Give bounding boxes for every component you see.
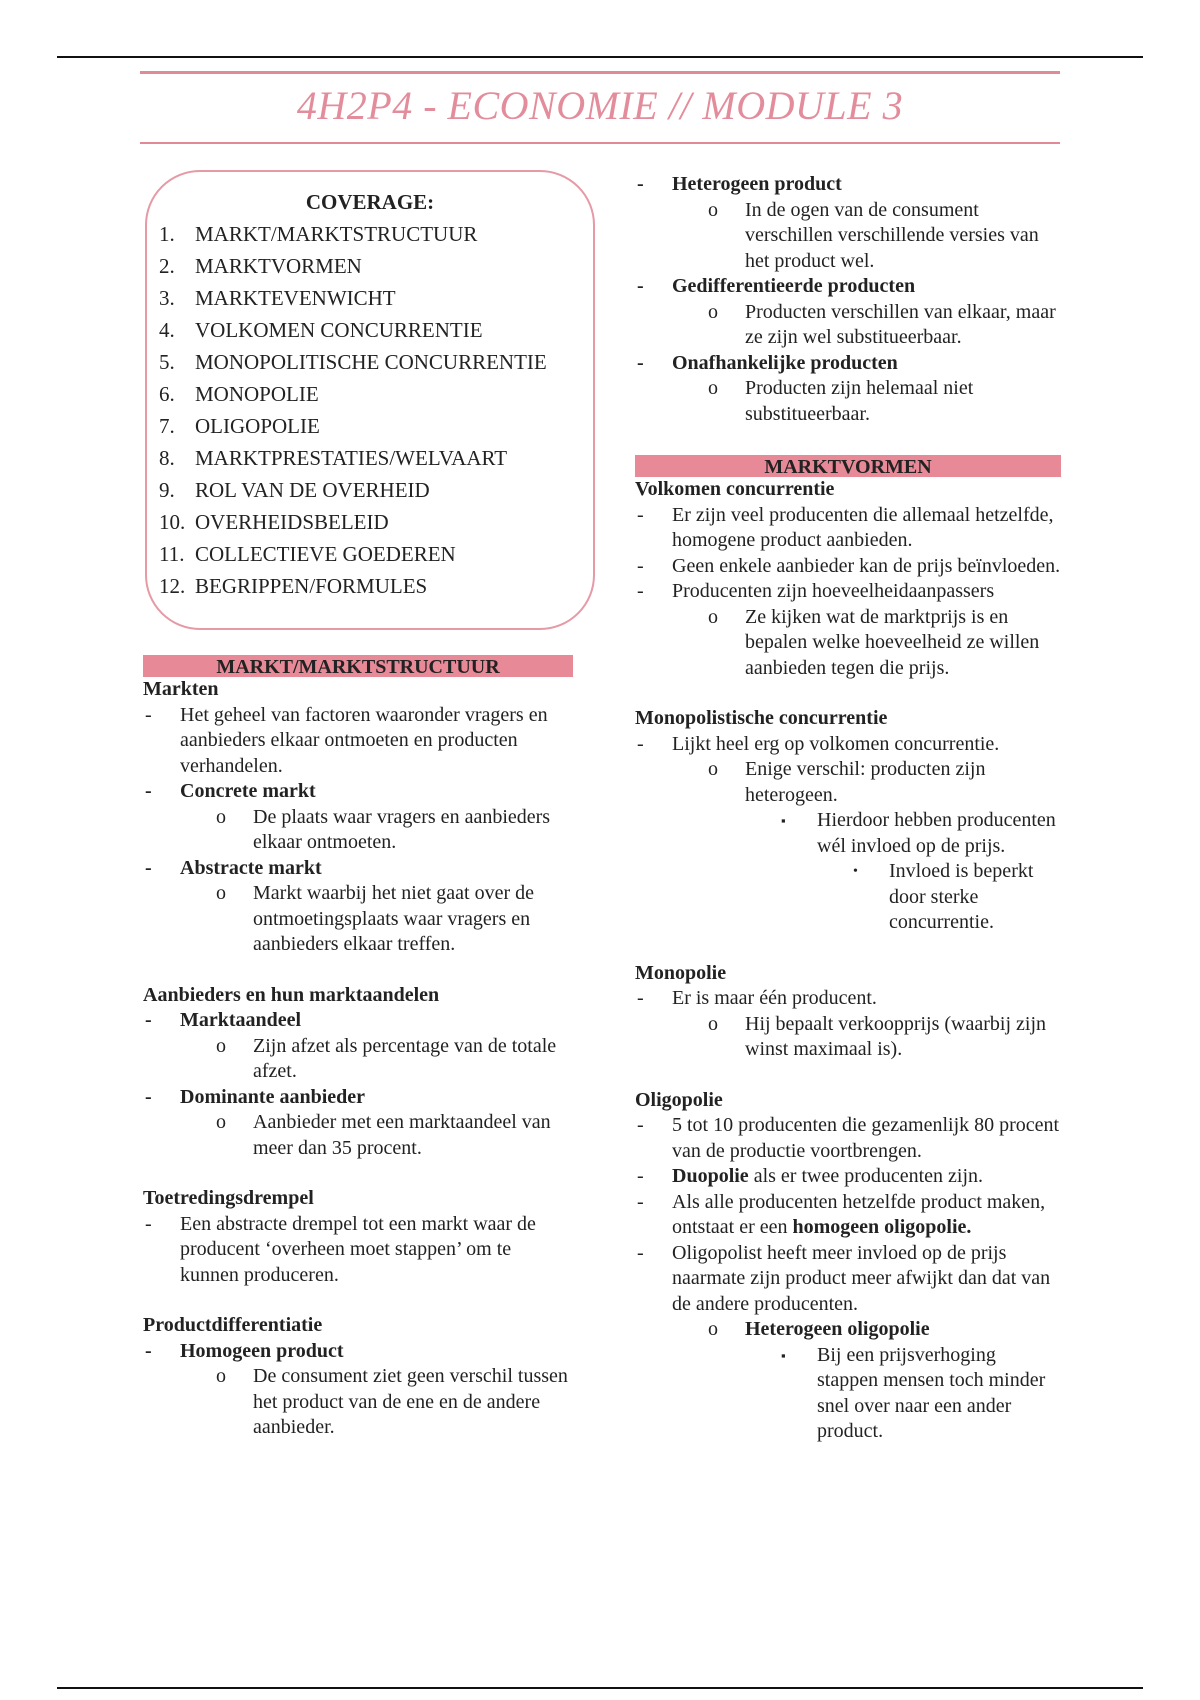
list-item: - Dominante aanbieder <box>145 1085 365 1108</box>
coverage-item: 2. MARKTVORMEN <box>159 254 362 278</box>
heading-markten: Markten <box>143 678 219 700</box>
list-item: o Heterogeen oligopolie <box>708 1318 930 1340</box>
bottom-rule <box>57 1687 1143 1689</box>
list-item: - Oligopolist heeft meer invloed op de prijs naarmate zijn product meer afwijkt dan dat van de andere producenten. <box>637 1241 1051 1315</box>
title-bottom-rule <box>140 142 1060 144</box>
coverage-item: 1. MARKT/MARKTSTRUCTUUR <box>159 222 478 246</box>
coverage-item: 5. MONOPOLITISCHE CONCURRENTIE <box>159 350 547 374</box>
list-item: - Abstracte markt <box>145 856 322 879</box>
coverage-item: 3. MARKTEVENWICHT <box>159 286 396 310</box>
heading-oligopolie: Oligopolie <box>635 1088 723 1111</box>
list-item: ▪ Hierdoor hebben producenten wél invloed op de prijs. <box>781 809 1056 857</box>
list-item: • Invloed is beperkt door sterke concurrentie. <box>853 860 1034 933</box>
coverage-item: 10. OVERHEIDSBELEID <box>159 510 389 534</box>
list-item: - Duopolie als er twee producenten zijn. <box>637 1165 984 1187</box>
section-band-markt: MARKT/MARKTSTRUCTUUR <box>143 655 573 677</box>
list-item: o Markt waarbij het niet gaat over de ontmoetingsplaats waar vragers en aanbieders elkaar treffen. <box>216 882 534 955</box>
coverage-title: COVERAGE: <box>305 190 435 214</box>
list-item: - Heterogeen product <box>637 173 842 195</box>
list-item: o Enige verschil: producten zijn heterogeen. <box>708 758 986 806</box>
heading-aanbieders: Aanbieders en hun marktaandelen <box>143 983 440 1006</box>
list-item: o Aanbieder met een marktaandeel van meer dan 35 procent. <box>216 1111 551 1159</box>
list-item: - Er zijn veel producenten die allemaal hetzelfde, homogene product aanbieden. <box>637 503 1054 551</box>
section-band-marktvormen: MARKTVORMEN <box>635 455 1061 477</box>
coverage-item: 11. COLLECTIEVE GOEDEREN <box>159 542 456 566</box>
heading-monopolistisch: Monopolistische concurrentie <box>635 707 888 729</box>
list-item: - Het geheel van factoren waaronder vragers en aanbieders elkaar ontmoeten en producten verhandelen. <box>145 703 548 777</box>
list-item: o In de ogen van de consument verschillen verschillende versies van het product wel. <box>708 198 1039 272</box>
list-item: o De consument ziet geen verschil tussen het product van de ene en de andere aanbieder. <box>216 1365 568 1438</box>
coverage-box <box>145 170 595 630</box>
list-item: - Gedifferentieerde producten <box>637 275 916 297</box>
list-item: - Als alle producenten hetzelfde product maken, ontstaat er een homogeen oligopolie. <box>637 1190 1046 1238</box>
coverage-item: 8. MARKTPRESTATIES/WELVAART <box>159 446 508 470</box>
coverage-list <box>159 218 547 602</box>
coverage-item: 9. ROL VAN DE OVERHEID <box>159 478 430 502</box>
document-title: 4H2P4 - ECONOMIE // MODULE 3 <box>296 83 904 128</box>
top-rule <box>57 56 1143 58</box>
list-item: - Homogeen product <box>145 1339 344 1362</box>
coverage-item: 12. BEGRIPPEN/FORMULES <box>159 574 428 598</box>
coverage-item: 7. OLIGOPOLIE <box>159 414 320 438</box>
list-item: - Onafhankelijke producten <box>637 351 898 374</box>
list-item: - Geen enkele aanbieder kan de prijs beïnvloeden. <box>637 554 1061 577</box>
list-item: - Een abstracte drempel tot een markt waar de producent ‘overheen moet stappen’ om te kunnen produceren. <box>145 1212 536 1286</box>
heading-volkomen: Volkomen concurrentie <box>635 478 835 500</box>
left-column <box>143 655 573 1441</box>
list-item: - Concrete markt <box>145 780 316 802</box>
list-item: - 5 tot 10 producenten die gezamenlijk 80 procent van de productie voortbrengen. <box>637 1114 1060 1162</box>
title-top-rule <box>140 71 1060 74</box>
heading-toetredingsdrempel: Toetredingsdrempel <box>143 1187 314 1209</box>
list-item: ▪ Bij een prijsverhoging stappen mensen toch minder snel over naar een ander product. <box>781 1343 1046 1442</box>
list-item: o Producten verschillen van elkaar, maar ze zijn wel substitueerbaar. <box>708 300 1056 348</box>
coverage-item: 4. VOLKOMEN CONCURRENTIE <box>159 318 483 342</box>
right-column <box>635 172 1061 1445</box>
list-item: - Marktaandeel <box>145 1009 302 1031</box>
list-item: - Producenten zijn hoeveelheidaanpassers <box>637 580 995 602</box>
list-item: o De plaats waar vragers en aanbieders elkaar ontmoeten. <box>216 805 551 853</box>
list-item: - Er is maar één producent. <box>637 987 877 1009</box>
list-item: o Producten zijn helemaal niet substitueerbaar. <box>708 377 974 425</box>
list-item: o Hij bepaalt verkoopprijs (waarbij zijn winst maximaal is). <box>708 1012 1047 1060</box>
list-item: o Ze kijken wat de marktprijs is en bepalen welke hoeveelheid ze willen aanbieden tegen die prijs. <box>708 605 1040 679</box>
heading-monopolie: Monopolie <box>635 961 727 984</box>
list-item: - Lijkt heel erg op volkomen concurrentie. <box>637 732 1000 755</box>
heading-productdifferentiatie: Productdifferentiatie <box>143 1314 323 1336</box>
list-item: o Zijn afzet als percentage van de totale afzet. <box>216 1034 557 1082</box>
coverage-item: 6. MONOPOLIE <box>159 382 319 406</box>
